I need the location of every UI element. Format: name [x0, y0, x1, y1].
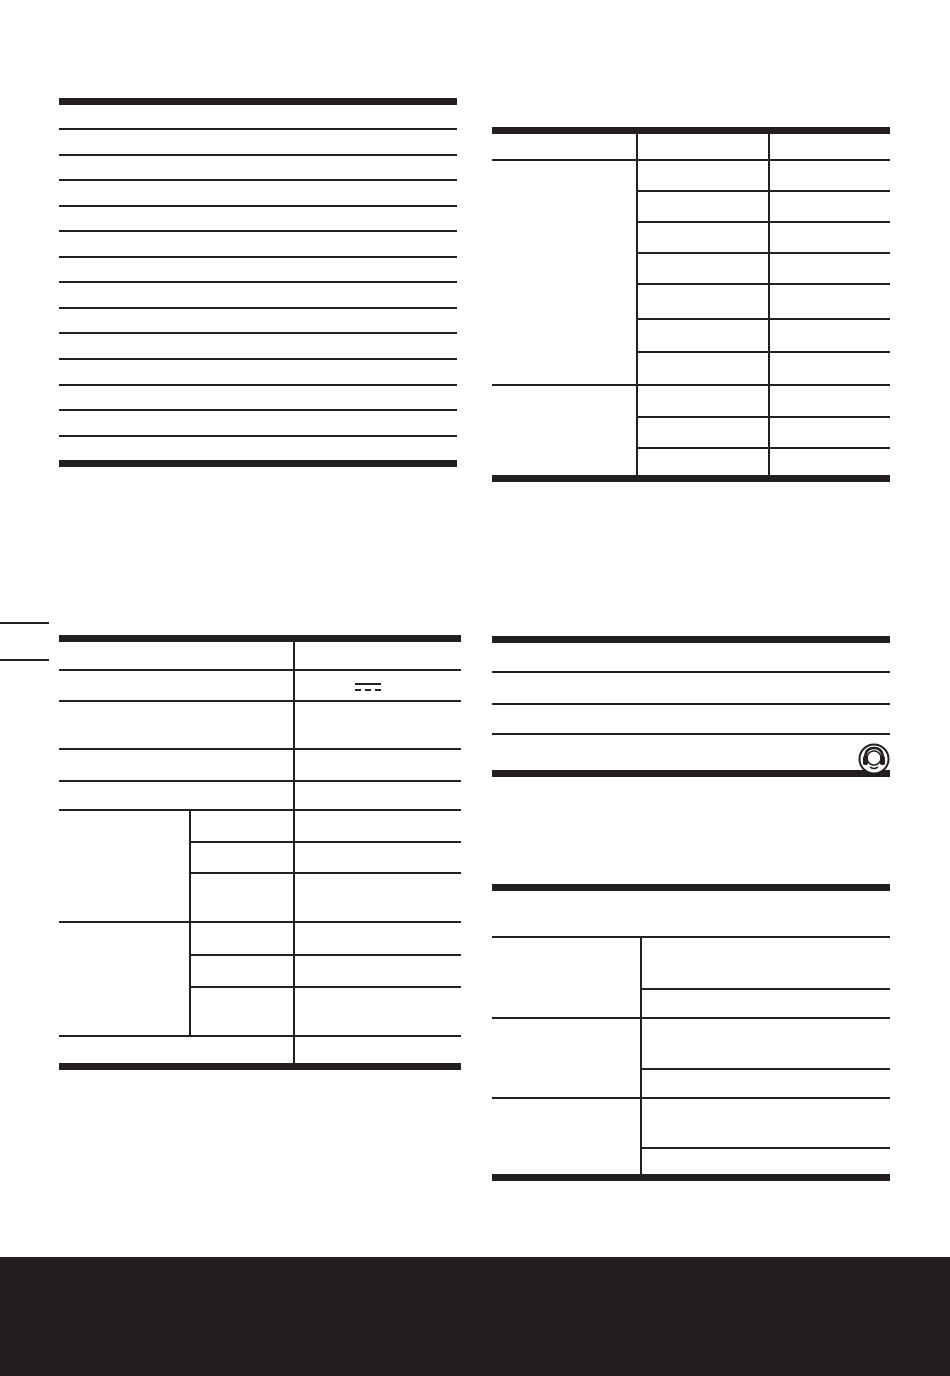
accessories-bottom-rule: [492, 475, 890, 482]
parts-list-row-rule: [59, 307, 457, 309]
noise-top-rule: [492, 636, 890, 643]
accessories-column-divider: [636, 131, 638, 477]
accessories-column-divider: [768, 131, 770, 477]
accessories-header-rule: [492, 159, 890, 161]
accessories-row-rule: [637, 252, 890, 254]
vibration-row-rule: [492, 1017, 890, 1019]
ear-protection-icon: [858, 743, 890, 775]
technical-data-row-rule: [59, 748, 461, 750]
technical-data-row-rule: [59, 809, 461, 811]
technical-data-row-rule: [190, 954, 461, 956]
accessories-row-rule: [637, 283, 890, 285]
parts-list-row-rule: [59, 179, 457, 181]
noise-row-rule: [492, 733, 890, 735]
technical-data-column-divider: [293, 640, 295, 1065]
section-tab-rule: [0, 622, 49, 624]
technical-data-row-rule: [190, 841, 461, 843]
direct-current-symbol-icon: [355, 683, 381, 693]
parts-list-row-rule: [59, 281, 457, 283]
accessories-row-rule: [637, 190, 890, 192]
vibration-bottom-rule: [492, 1174, 890, 1181]
vibration-top-rule: [492, 884, 890, 891]
vibration-row-rule: [641, 1147, 890, 1149]
technical-data-row-rule: [59, 780, 461, 782]
section-tab-rule: [0, 659, 49, 661]
technical-data-subcolumn-divider: [189, 809, 191, 1035]
technical-data-row-rule: [59, 1035, 461, 1037]
parts-list-row-rule: [59, 256, 457, 258]
vibration-row-rule: [492, 1097, 890, 1099]
technical-data-row-rule: [59, 921, 461, 923]
parts-list-row-rule: [59, 230, 457, 232]
parts-list-row-rule: [59, 332, 457, 334]
technical-data-row-rule: [59, 700, 461, 702]
noise-row-rule: [492, 671, 890, 673]
technical-data-bottom-rule: [59, 1063, 461, 1070]
parts-list-row-rule: [59, 358, 457, 360]
vibration-row-rule: [641, 988, 890, 990]
noise-row-rule: [492, 703, 890, 705]
technical-data-row-rule: [190, 986, 461, 988]
accessories-row-rule: [637, 351, 890, 353]
accessories-group-rule: [492, 384, 890, 386]
parts-list-top-rule: [59, 98, 457, 105]
noise-bottom-rule: [492, 770, 890, 777]
vibration-column-divider: [640, 937, 642, 1175]
vibration-row-rule: [641, 1068, 890, 1070]
vibration-row-rule: [492, 936, 890, 938]
parts-list-row-rule: [59, 154, 457, 156]
accessories-row-rule: [637, 447, 890, 449]
parts-list-row-rule: [59, 384, 457, 386]
accessories-row-rule: [637, 416, 890, 418]
accessories-top-rule: [492, 127, 890, 134]
accessories-row-rule: [637, 221, 890, 223]
technical-data-row-rule: [59, 669, 461, 671]
parts-list-row-rule: [59, 409, 457, 411]
technical-data-top-rule: [59, 635, 461, 642]
accessories-row-rule: [637, 318, 890, 320]
parts-list-row-rule: [59, 205, 457, 207]
parts-list-row-rule: [59, 128, 457, 130]
parts-list-row-rule: [59, 435, 457, 437]
page-footer-band: [0, 1257, 950, 1376]
parts-list-bottom-rule: [59, 460, 457, 467]
technical-data-row-rule: [190, 872, 461, 874]
